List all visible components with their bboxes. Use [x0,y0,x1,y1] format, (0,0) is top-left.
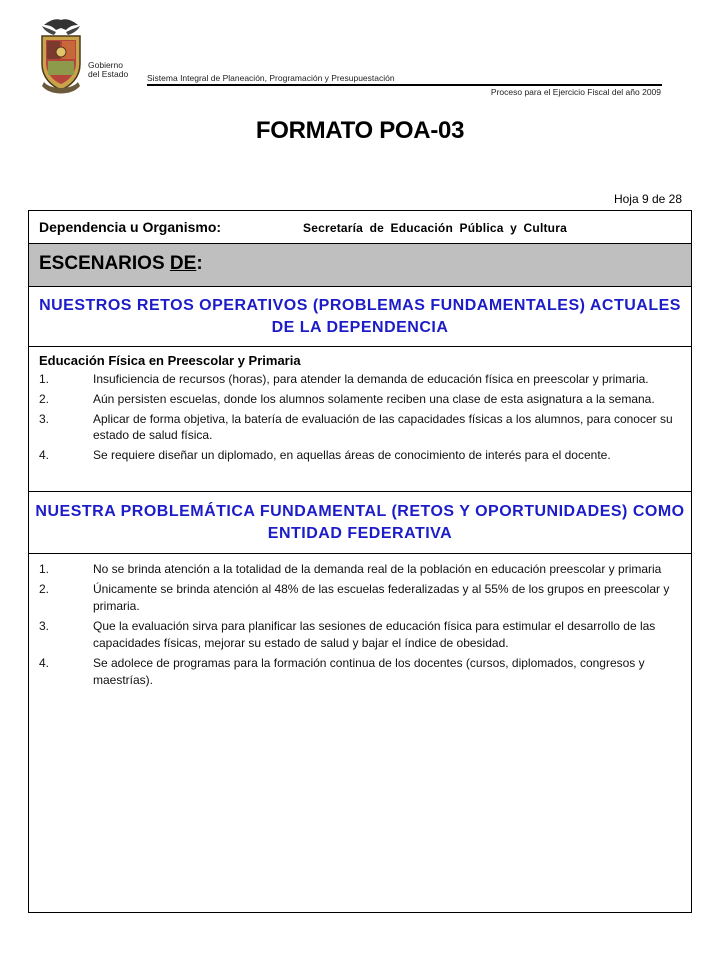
item-number: 1. [39,372,50,386]
item-text: No se brinda atención a la totalidad de la demanda real de la población en educación preescolar y primaria [93,562,662,576]
government-line-2: del Estado [88,69,129,79]
item-number: 4. [39,448,50,462]
scenarios-label [39,253,203,275]
government-line-1: Gobierno [88,60,123,70]
sheet-number: Hoja 9 de 28 [613,192,682,206]
list-item [39,561,681,578]
state-problems-heading: NUESTRA PROBLEMÁTICA FUNDAMENTAL (RETOS Y OPORTUNIDADES) COMO ENTIDAD FEDERATIVA [29,492,691,554]
poa-form [28,210,692,913]
list-item [39,411,681,443]
dependency-row [29,211,691,244]
list-item [39,618,681,652]
dependency-value: Secretaría de Educación Pública y Cultura [303,221,567,235]
item-text: Aplicar de forma objetiva, la batería de evaluación de las capacidades físicas a los alumnos, para conocer su estado de salud física. [93,412,673,442]
item-number: 1. [39,562,50,576]
item-text: Únicamente se brinda atención al 48% de las escuelas federalizadas y al 55% de los grupos en preescolar y primaria. [93,582,670,613]
scenarios-label-colon: : [196,253,203,274]
list-item [39,447,681,463]
list-item [39,391,681,407]
item-number: 2. [39,582,50,596]
document-title: FORMATO POA-03 [255,117,465,144]
item-number: 2. [39,392,50,406]
item-text: Que la evaluación sirva para planificar las sesiones de educación física para estimular el desarrollo de las capacidades físicas, mejorar su estado de salud y bajar el índice de obesidad. [93,619,656,650]
header-rule [147,84,662,86]
state-seal-icon [36,16,86,96]
list-item [39,655,681,689]
state-problems-section [29,554,691,689]
item-text: Aún persisten escuelas, donde los alumnos solamente reciben una clase de esta asignatura a la semana. [93,392,655,406]
operational-challenges-heading: NUESTROS RETOS OPERATIVOS (PROBLEMAS FUNDAMENTALES) ACTUALES DE LA DEPENDENCIA [29,287,691,347]
dependency-label: Dependencia u Organismo: [39,219,222,235]
operational-challenges-section [29,347,691,492]
operational-challenges-list [39,371,681,463]
scenarios-row [29,244,691,287]
list-item [39,371,681,387]
scenarios-label-text: ESCENARIOS [39,253,170,274]
section-subtitle: Educación Física en Preescolar y Primaria [39,353,301,368]
scenarios-label-de: DE [169,253,197,274]
item-text: Se requiere diseñar un diplomado, en aquellas áreas de conocimiento de interés para el docente. [93,448,611,462]
state-problems-list [39,561,681,689]
list-item [39,581,681,615]
item-text: Insuficiencia de recursos (horas), para atender la demanda de educación física en preescolar y primaria. [93,372,649,386]
item-number: 4. [39,656,50,670]
item-number: 3. [39,619,50,633]
government-label [88,61,128,79]
item-number: 3. [39,412,50,426]
fiscal-process: Proceso para el Ejercicio Fiscal del año 2009 [490,87,661,97]
item-text: Se adolece de programas para la formación continua de los docentes (cursos, diplomados, congresos y maestrías). [93,656,645,687]
system-name: Sistema Integral de Planeación, Programación y Presupuestación [147,73,395,83]
